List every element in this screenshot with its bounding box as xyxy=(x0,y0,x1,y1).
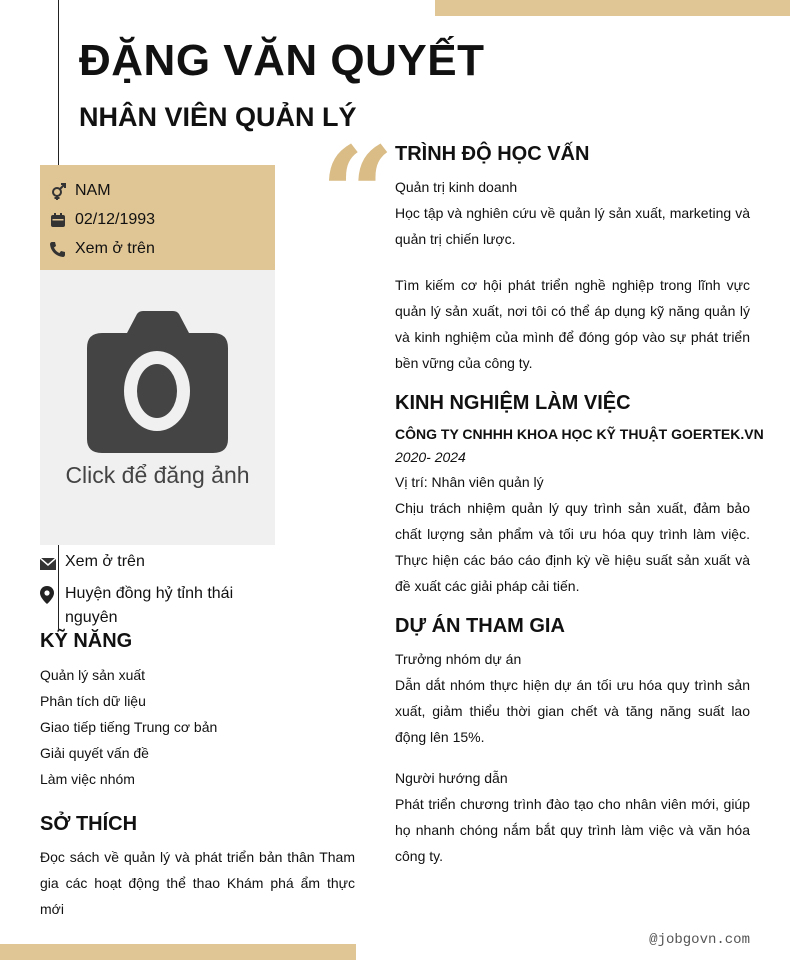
photo-upload-label[interactable]: Click để đăng ảnh xyxy=(65,462,250,488)
skill-item: Giao tiếp tiếng Trung cơ bản xyxy=(40,719,218,735)
personal-info-box xyxy=(40,165,275,270)
skill-item: Làm việc nhóm xyxy=(40,771,135,787)
career-objective: Tìm kiếm cơ hội phát triển nghề nghiệp trong lĩnh vực quản lý sản xuất, nơi tôi có thể áp dụng kỹ năng quản lý và kinh nghiệm của mình để đóng góp vào sự phát triển bền vững của công ty. xyxy=(395,277,750,371)
mail-icon xyxy=(40,553,65,571)
gender-value: NAM xyxy=(75,182,111,199)
projects-heading: DỰ ÁN THAM GIA xyxy=(395,615,565,637)
camera-icon xyxy=(87,311,228,453)
skill-item: Quản lý sản xuất xyxy=(40,667,146,683)
address-value: Huyện đồng hỷ tỉnh thái nguyên xyxy=(65,585,234,626)
hobbies-text: Đọc sách về quản lý và phát triển bản thân Tham gia các hoạt động thể thao Khám phá ẩm thực mới xyxy=(40,849,355,917)
project-description: Dẫn dắt nhóm thực hiện dự án tối ưu hóa quy trình sản xuất, giảm thiểu thời gian chết và tăng năng suất lao động lên 15%. xyxy=(395,677,750,745)
education-description: Học tập và nghiên cứu về quản lý sản xuất, marketing và quản trị chiến lược. xyxy=(395,205,750,247)
skills-list xyxy=(40,662,340,792)
top-accent-bar xyxy=(435,0,790,16)
skill-item: Phân tích dữ liệu xyxy=(40,693,146,709)
dob-row xyxy=(40,208,155,232)
candidate-name: ĐẶNG VĂN QUYẾT xyxy=(79,36,485,85)
work-description: Chịu trách nhiệm quản lý quy trình sản xuất, đảm bảo chất lượng sản phẩm và tối ưu hóa quy trình làm việc. Thực hiện các báo cáo định kỳ về hiệu suất sản xuất và đề xuất các giải pháp cải tiến. xyxy=(395,500,750,594)
skill-item: Giải quyết vấn đề xyxy=(40,745,149,761)
project-role: Trưởng nhóm dự án xyxy=(395,651,522,667)
footer-brand: @jobgovn.com xyxy=(649,932,750,948)
quote-mark-icon: “ xyxy=(320,118,395,271)
location-pin-icon xyxy=(40,582,65,630)
gender-icon xyxy=(40,182,75,200)
calendar-icon xyxy=(40,212,75,228)
email-value[interactable]: Xem ở trên xyxy=(65,553,145,570)
job-title: NHÂN VIÊN QUẢN LÝ xyxy=(79,102,357,132)
project-description: Phát triển chương trình đào tạo cho nhân viên mới, giúp họ nhanh chóng nắm bắt quy trình làm việc và văn hóa công ty. xyxy=(395,796,750,864)
gender-row xyxy=(40,179,111,203)
experience-heading: KINH NGHIỆM LÀM VIỆC xyxy=(395,392,631,414)
hobbies-heading: SỞ THÍCH xyxy=(40,813,138,835)
skills-heading: KỸ NĂNG xyxy=(40,630,133,652)
email-row xyxy=(40,553,145,571)
project-role: Người hướng dẫn xyxy=(395,770,508,786)
work-role: Vị trí: Nhân viên quản lý xyxy=(395,474,544,490)
dob-value: 02/12/1993 xyxy=(75,211,156,228)
phone-value[interactable]: Xem ở trên xyxy=(75,240,155,257)
address-row xyxy=(40,582,265,630)
bottom-accent-bar xyxy=(0,944,356,960)
phone-icon xyxy=(40,241,75,258)
company-name: CÔNG TY CNHHH KHOA HỌC KỸ THUẬT GOERTEK.VN xyxy=(395,426,764,442)
education-heading: TRÌNH ĐỘ HỌC VẤN xyxy=(395,143,590,165)
education-major: Quản trị kinh doanh xyxy=(395,179,518,195)
photo-upload-area[interactable] xyxy=(40,270,275,545)
divider-line xyxy=(58,0,59,165)
phone-row xyxy=(40,237,155,261)
work-period: 2020- 2024 xyxy=(395,449,466,465)
